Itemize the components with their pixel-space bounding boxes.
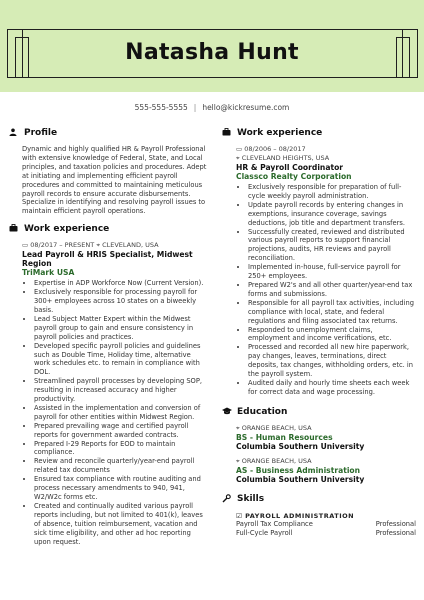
skill-name: Payroll Tax Compliance: [236, 519, 313, 528]
work-left-company: TriMark USA: [22, 268, 75, 278]
calendar-icon: ▭: [22, 241, 29, 250]
list-item: • Processed and recorded all new hire paperwork, pay changes, leaves, terminations, direct deposits, tax changes, withholding orders, etc. in the payroll system.: [248, 343, 416, 379]
skill-group-heading: [236, 512, 416, 520]
work-right-location: CLEVELAND HEIGHTS, USA: [241, 154, 330, 162]
check-icon: ☑: [236, 511, 243, 520]
location-pin-icon: ⌖: [236, 423, 240, 432]
list-item: • Lead Subject Matter Expert within the Midwest payroll group to gain and ensure consistency in payroll policies and practices.: [34, 315, 207, 342]
profile-heading: [9, 128, 207, 138]
work-right-dates-row: [236, 145, 416, 153]
skills-title: Skills: [237, 494, 265, 505]
list-item: • Audited daily and hourly time sheets each week for correct data and wage processing.: [248, 379, 416, 397]
work-left-heading: [9, 224, 207, 234]
work-left-dates: 08/2017 – PRESENT: [30, 241, 95, 250]
left-column: [9, 128, 207, 546]
work-right-company: Classco Realty Corporation: [236, 172, 352, 181]
skills-list: [222, 512, 416, 538]
skill-level: Professional: [375, 528, 416, 537]
work-right-entry: [222, 145, 416, 397]
work-left-bullets: [22, 279, 207, 546]
email: hello@kickresume.com: [202, 103, 290, 112]
list-item: • Responsible for all payroll tax activities, including compliance with local, state, and federal regulations and filing associated tax returns.: [248, 299, 416, 326]
education-heading: [222, 407, 416, 417]
work-left-location: CLEVELAND, USA: [102, 241, 159, 250]
education-school: Columbia Southern University: [236, 441, 365, 451]
candidate-name: Natasha Hunt: [125, 40, 299, 65]
education-location: ORANGE BEACH, USA: [241, 423, 312, 432]
list-item: • Developed specific payroll policies and guidelines such as Double Time, Holiday time, alternative work schedules etc. to remain in compliance with DOL.: [34, 342, 207, 378]
work-left-title: Work experience: [24, 224, 110, 235]
work-right-title: Work experience: [237, 128, 323, 138]
skill-name: Full-Cycle Payroll: [236, 528, 293, 537]
education-item: [236, 424, 416, 451]
profile-title: Profile: [24, 128, 58, 138]
education-school: Columbia Southern University: [236, 474, 365, 484]
list-item: • Created and continually audited various payroll reports including, but not limited to 401(k), leaves of absence, tuition reimbursement, vacation and sick time eligibility, and other ad hoc reporting upon request.: [34, 502, 207, 547]
location-pin-icon: ⌖: [96, 241, 100, 250]
graduation-cap-icon: [222, 407, 231, 417]
education-item: [236, 457, 416, 484]
list-item: • Review and reconcile quarterly/year-end payroll related tax documents: [34, 457, 207, 475]
list-item: • Prepared I-29 Reports for EOD to maintain compliance.: [34, 440, 207, 458]
skills-heading: [222, 494, 416, 505]
skill-row: [236, 529, 416, 538]
contact-line: [0, 103, 424, 112]
work-right-location-row: [236, 154, 416, 163]
list-item: • Implemented in-house, full-service payroll for 250+ employees.: [248, 263, 416, 281]
list-item: • Exclusively responsible for preparation of full-cycle weekly payroll administration.: [248, 183, 416, 201]
location-pin-icon: ⌖: [236, 456, 240, 465]
calendar-icon: ▭: [236, 145, 243, 153]
work-left-meta: [22, 241, 207, 250]
phone: 555-555-5555: [134, 103, 188, 112]
skill-row: [236, 520, 416, 529]
list-item: • Update payroll records by entering changes in exemptions, insurance coverage, savings deductions, job title and department transfers.: [248, 201, 416, 228]
location-pin-icon: ⌖: [236, 154, 240, 162]
education-list: [222, 424, 416, 484]
list-item: • Responded to unemployment claims, employment and income verifications, etc.: [248, 326, 416, 344]
list-item: • Successfully created, reviewed and distributed various payroll reports to support financial projections, audits, HR reviews and payroll reconciliation.: [248, 228, 416, 264]
list-item: • Assisted in the implementation and conversion of payroll for other entities within Midwest Region.: [34, 404, 207, 422]
work-right-dates: 08/2006 – 08/2017: [244, 145, 306, 153]
contact-separator: |: [193, 103, 197, 112]
work-right-heading: [222, 128, 416, 138]
education-location: ORANGE BEACH, USA: [241, 456, 312, 465]
skill-group-name: PAYROLL ADMINISTRATION: [245, 511, 355, 520]
list-item: • Exclusively responsible for processing payroll for 300+ employees across 10 states on a biweekly basis.: [34, 288, 207, 315]
work-right-role: HR & Payroll Coordinator: [236, 163, 344, 172]
education-degree: BS - Human Resources: [236, 432, 333, 442]
education-title: Education: [237, 406, 288, 417]
list-item: • Prepared W2's and all other quarter/year-end tax forms and submissions.: [248, 281, 416, 299]
list-item: • Prepared prevailing wage and certified payroll reports for government awarded contracts.: [34, 422, 207, 440]
work-left-entry: [9, 241, 207, 546]
education-location-row: [236, 457, 416, 466]
briefcase-icon: [222, 128, 231, 138]
education-degree: AS - Business Administration: [236, 465, 361, 475]
work-right-bullets: [236, 183, 416, 397]
list-item: • Streamlined payroll processes by developing SOP, resulting in increased accuracy and higher productivity.: [34, 377, 207, 404]
skill-level: Professional: [375, 519, 416, 528]
list-item: • Expertise in ADP Workforce Now (Current Version).: [34, 279, 207, 288]
person-icon: [9, 128, 18, 138]
tools-icon: [222, 494, 231, 505]
list-item: • Ensured tax compliance with routine auditing and process necessary amendments to 940, 941, W2/W2c forms etc.: [34, 475, 207, 502]
right-column: [222, 128, 416, 538]
work-left-role: Lead Payroll & HRIS Specialist, Midwest Region: [22, 250, 193, 269]
education-location-row: [236, 424, 416, 433]
briefcase-icon: [9, 224, 18, 234]
profile-text: Dynamic and highly qualified HR & Payroll Professional with extensive knowledge of Federal, State, and Local principles, and taxation policies and procedures. Adept at initiating and implementing efficient payroll procedures and committed to maintaining meticulous payroll records to ensure accurate disbursements. Specialize in identifying and resolving payroll issues to maintain efficient payroll operations.: [22, 145, 207, 216]
